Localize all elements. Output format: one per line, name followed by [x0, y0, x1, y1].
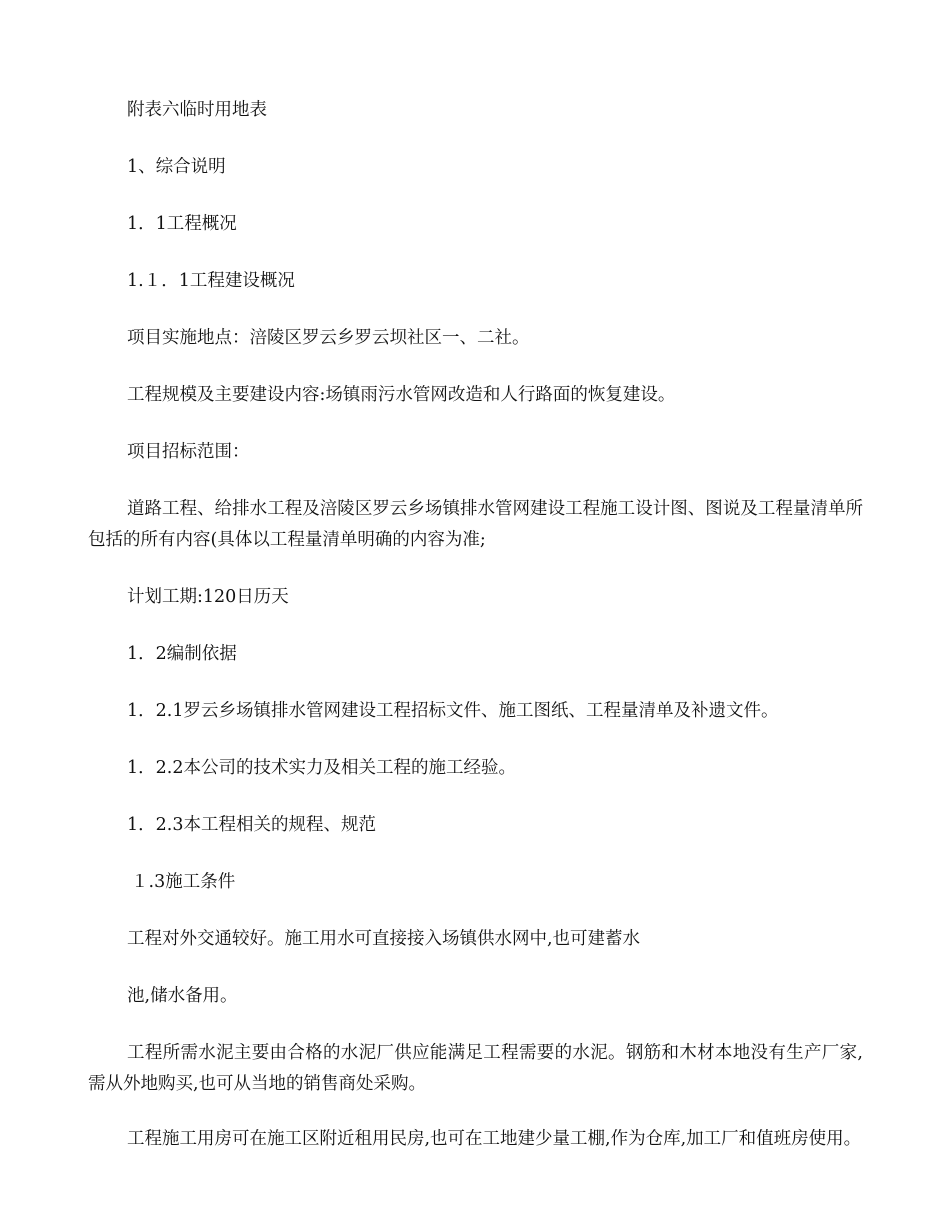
basis-item-3: 1．2.3本工程相关的规程、规范 — [127, 815, 376, 835]
bid-scope-heading: 项目招标范围： — [127, 442, 250, 462]
conditions-housing: 工程施工用房可在施工区附近租用民房,也可在工地建少量工棚,作为仓库,加工厂和值班房使用。 — [127, 1129, 862, 1149]
subsection-heading-conditions: １.3施工条件 — [131, 872, 236, 892]
subsection-heading-basis: 1．2编制依据 — [127, 644, 237, 664]
subsection-heading-overview: 1．1工程概况 — [127, 214, 237, 234]
conditions-materials: 工程所需水泥主要由合格的水泥厂供应能满足工程需要的水泥。钢筋和木材本地没有生产厂家,需从外地购买,也可从当地的销售商处采购。 — [88, 1043, 863, 1094]
subsubsection-heading-construction-overview: 1.１．1工程建设概况 — [127, 271, 295, 291]
basis-item-2: 1．2.2本公司的技术实力及相关工程的施工经验。 — [127, 758, 516, 778]
conditions-reservoir: 池,储水备用。 — [127, 986, 238, 1006]
conditions-traffic-water: 工程对外交通较好。施工用水可直接接入场镇供水网中,也可建蓄水 — [127, 929, 641, 949]
section-heading-general: 1、综合说明 — [127, 157, 226, 177]
appendix-title: 附表六临时用地表 — [127, 100, 267, 120]
planned-duration: 计划工期:120日历天 — [127, 587, 289, 607]
project-scale: 工程规模及主要建设内容:场镇雨污水管网改造和人行路面的恢复建设。 — [127, 385, 676, 405]
project-location: 项目实施地点：涪陵区罗云乡罗云坝社区一、二社。 — [127, 328, 530, 348]
basis-item-1: 1．2.1罗云乡场镇排水管网建设工程招标文件、施工图纸、工程量清单及补遗文件。 — [127, 701, 779, 721]
bid-scope-text: 道路工程、给排水工程及涪陵区罗云乡场镇排水管网建设工程施工设计图、图说及工程量清单所包括的所有内容(具体以工程量清单明确的内容为准; — [88, 499, 863, 550]
document-body — [88, 95, 863, 1181]
